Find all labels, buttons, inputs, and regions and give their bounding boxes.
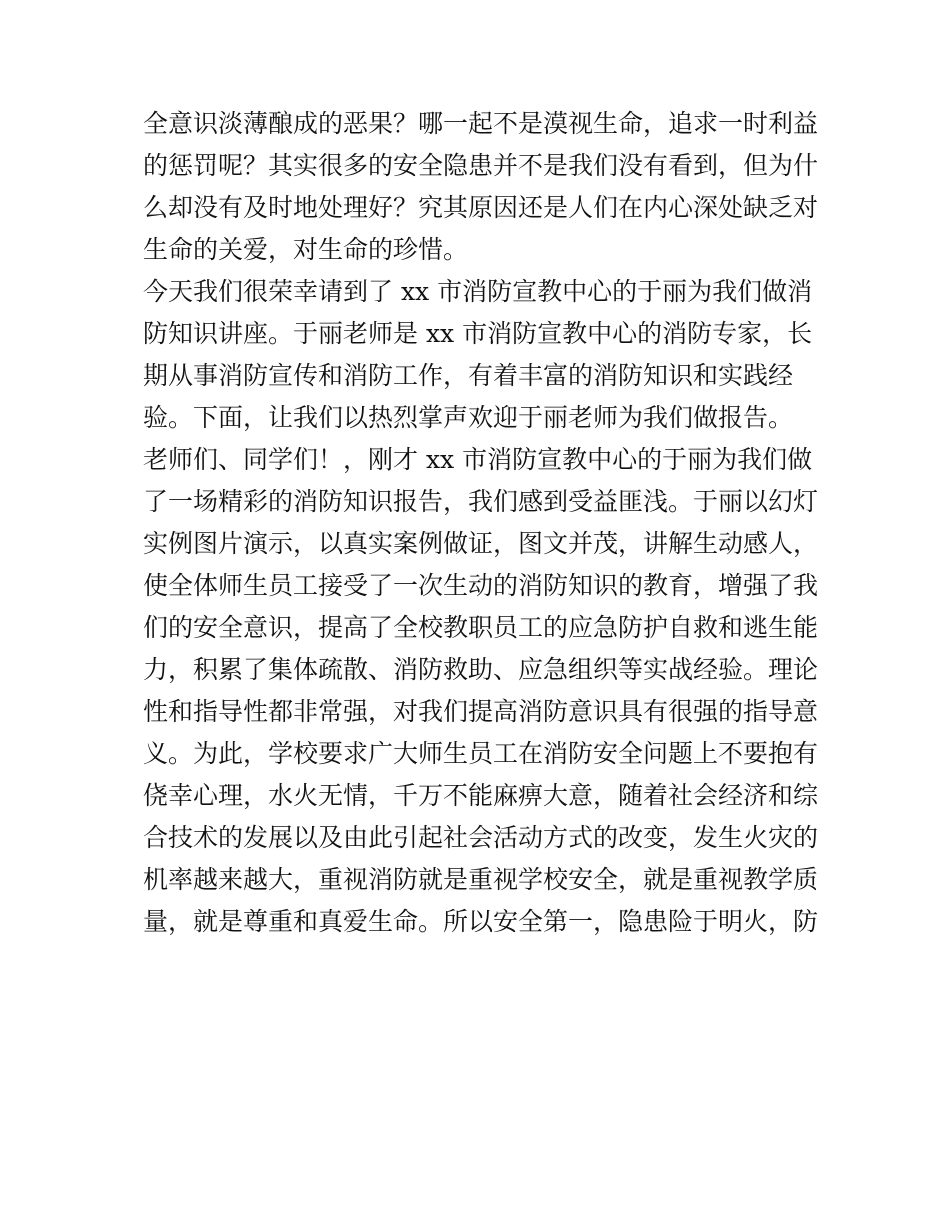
text-line: 生命的关爱，对生命的珍惜。 bbox=[143, 235, 469, 264]
text-line: 量，就是尊重和真爱生命。所以安全第一，隐患险于明火，防 bbox=[143, 907, 819, 936]
text-line: 了一场精彩的消防知识报告，我们感到受益匪浅。于丽以幻灯 bbox=[143, 487, 819, 516]
text-line: 验。下面，让我们以热烈掌声欢迎于丽老师为我们做报告。 bbox=[143, 403, 794, 432]
text-line: 么却没有及时地处理好？究其原因还是人们在内心深处缺乏对 bbox=[143, 193, 819, 222]
text-line: 机率越来越大，重视消防就是重视学校安全，就是重视教学质 bbox=[143, 865, 819, 894]
text-line: 义。为此，学校要求广大师生员工在消防安全问题上不要抱有 bbox=[143, 739, 819, 768]
text-line: 的惩罚呢？其实很多的安全隐患并不是我们没有看到，但为什 bbox=[143, 151, 819, 180]
text-line: 今天我们很荣幸请到了 xx 市消防宣教中心的于丽为我们做消 bbox=[143, 277, 813, 306]
text-line: 实例图片演示，以真实案例做证，图文并茂，讲解生动感人， bbox=[143, 529, 819, 558]
document-body bbox=[143, 103, 819, 943]
text-line: 合技术的发展以及由此引起社会活动方式的改变，发生火灾的 bbox=[143, 823, 819, 852]
text-line: 侥幸心理，水火无情，千万不能麻痹大意，随着社会经济和综 bbox=[143, 781, 819, 810]
text-line: 防知识讲座。于丽老师是 xx 市消防宣教中心的消防专家，长 bbox=[143, 319, 813, 348]
text-line: 老师们、同学们！，刚才 xx 市消防宣教中心的于丽为我们做 bbox=[143, 445, 813, 474]
text-line: 们的安全意识，提高了全校教职员工的应急防护自救和逃生能 bbox=[143, 613, 819, 642]
text-line: 性和指导性都非常强，对我们提高消防意识具有很强的指导意 bbox=[143, 697, 819, 726]
text-line: 期从事消防宣传和消防工作，有着丰富的消防知识和实践经 bbox=[143, 361, 794, 390]
text-line: 力，积累了集体疏散、消防救助、应急组织等实战经验。理论 bbox=[143, 655, 819, 684]
text-line: 全意识淡薄酿成的恶果？哪一起不是漠视生命，追求一时利益 bbox=[143, 109, 819, 138]
text-line: 使全体师生员工接受了一次生动的消防知识的教育，增强了我 bbox=[143, 571, 819, 600]
